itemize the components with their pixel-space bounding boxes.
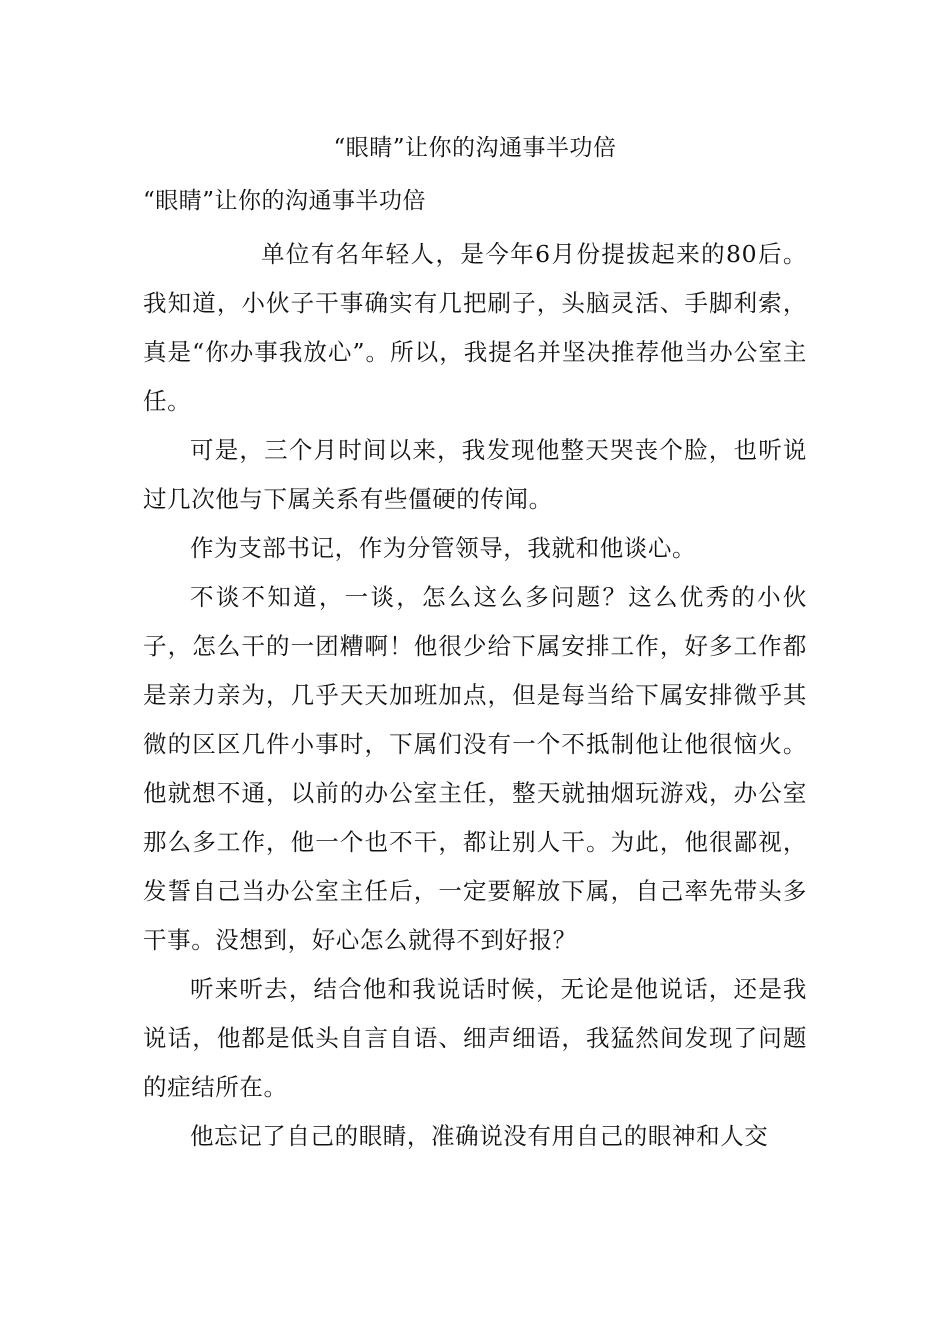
document-title: “眼睛”让你的沟通事半功倍 — [333, 135, 617, 161]
document-body — [143, 230, 807, 1161]
paragraph-5: 听来听去，结合他和我说话时候，无论是他说话，还是我说话，他都是低头自言自语、细声细语，我猛然间发现了问题的症结所在。 — [143, 975, 807, 1101]
paragraph-3: 作为支部书记，作为分管领导，我就和他谈心。 — [190, 534, 697, 562]
document-subtitle: “眼睛”让你的沟通事半功倍 — [143, 188, 427, 214]
paragraph-4: 不谈不知道，一谈，怎么这么多问题？这么优秀的小伙子，怎么干的一团糟啊！他很少给下属安排工作，好多工作都是亲力亲为，几乎天天加班加点，但是每当给下属安排微乎其微的区区几件小事时，下属们没有一个不抵制他让他很恼火。他就想不通，以前的办公室主任，整天就抽烟玩游戏，办公室那么多工作，他一个也不干，都让别人干。为此，他很鄙视，发誓自己当办公室主任后，一定要解放下属，自己率先带头多干事。没想到，好心怎么就得不到好报？ — [143, 583, 807, 954]
paragraph-6: 他忘记了自己的眼睛，准确说没有用自己的眼神和人交 — [190, 1122, 769, 1150]
paragraph-1: 单位有名年轻人，是今年6月份提拔起来的80后。我知道，小伙子干事确实有几把刷子，头脑灵活、手脚利索，真是“你办事我放心”。所以，我提名并坚决推荐他当办公室主任。 — [143, 240, 807, 415]
paragraph-2: 可是，三个月时间以来，我发现他整天哭丧个脸，也听说过几次他与下属关系有些僵硬的传闻。 — [143, 436, 807, 513]
